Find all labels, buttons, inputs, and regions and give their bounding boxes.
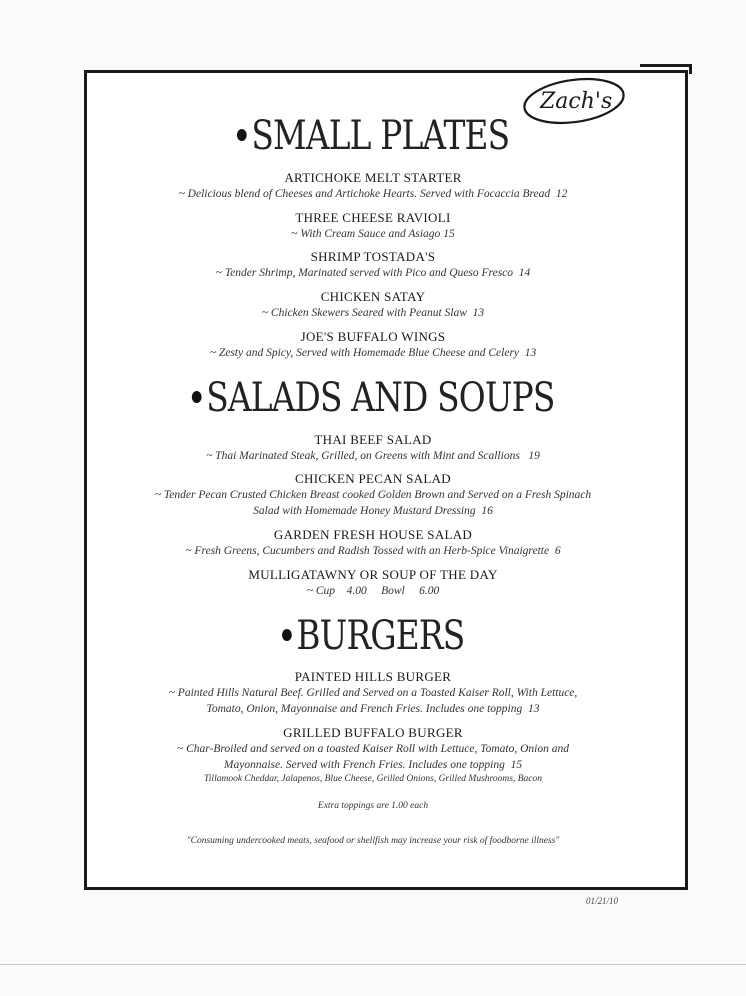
logo-text: Zach's (540, 89, 613, 114)
item-name: SHRIMP TOSTADA'S (310, 249, 436, 264)
item-desc: ~ Zesty and Spicy, Served with Homemade Blue Cheese and Celery 13 (209, 347, 537, 359)
item-name: CHICKEN SATAY (320, 289, 426, 304)
item-name: PAINTED HILLS BURGER (294, 669, 452, 684)
item-desc: Salad with Homemade Honey Mustard Dressing 16 (253, 505, 493, 517)
item-desc: ~ Char-Broiled and served on a toasted Kaiser Roll with Lettuce, Tomato, Onion and (177, 743, 569, 755)
item-desc: ~ Thai Marinated Steak, Grilled, on Greens with Mint and Scallions 19 (206, 450, 540, 462)
toppings-list: Tillamook Cheddar, Jalapenos, Blue Cheese, Grilled Onions, Grilled Mushrooms, Bacon (204, 774, 542, 784)
item-name: CHICKEN PECAN SALAD (295, 471, 451, 486)
item-desc: Mayonnaise. Served with French Fries. Includes one topping 15 (223, 759, 523, 771)
item-desc: ~ Painted Hills Natural Beef. Grilled and Served on a Toasted Kaiser Roll, With Lettuce, (168, 687, 578, 699)
item-desc: ~ Cup 4.00 Bowl 6.00 (306, 585, 440, 597)
section-title-salads-and-soups: SALADS AND SOUPS (67, 374, 679, 422)
item-name: ARTICHOKE MELT STARTER (284, 170, 462, 185)
item-name: GARDEN FRESH HOUSE SALAD (273, 527, 473, 542)
bullet-icon (237, 129, 247, 141)
item-name: GRILLED BUFFALO BURGER (283, 725, 463, 740)
item-desc: ~ Fresh Greens, Cucumbers and Radish Tossed with an Herb-Spice Vinaigrette 6 (185, 545, 561, 557)
bullet-icon (282, 629, 292, 641)
item-name: JOE'S BUFFALO WINGS (300, 329, 446, 344)
item-desc: ~ Chicken Skewers Seared with Peanut Slaw 13 (261, 307, 485, 319)
item-desc: ~ Tender Pecan Crusted Chicken Breast cooked Golden Brown and Served on a Fresh Spinach (154, 489, 592, 501)
item-name: THAI BEEF SALAD (314, 432, 432, 447)
print-date: 01/21/10 (586, 896, 619, 906)
scan-edge-line (0, 964, 746, 965)
item-name: MULLIGATAWNY OR SOUP OF THE DAY (248, 567, 498, 582)
food-safety-disclaimer: "Consuming undercooked meats, seafood or shellfish may increase your risk of foodborne illness" (186, 836, 560, 846)
section-title-small-plates: SMALL PLATES (67, 112, 679, 160)
extra-toppings-note: Extra toppings are 1.00 each (317, 801, 429, 811)
item-desc: ~ With Cream Sauce and Asiago 15 (291, 228, 455, 240)
border-accent (640, 64, 692, 74)
item-desc: ~ Delicious blend of Cheeses and Artichoke Hearts. Served with Focaccia Bread 12 (178, 188, 568, 200)
bullet-icon (191, 391, 201, 403)
section-title-burgers: BURGERS (67, 612, 679, 660)
item-desc: ~ Tender Shrimp, Marinated served with Pico and Queso Fresco 14 (215, 267, 531, 279)
item-name: THREE CHEESE RAVIOLI (295, 210, 451, 225)
item-desc: Tomato, Onion, Mayonnaise and French Fries. Includes one topping 13 (206, 703, 540, 715)
